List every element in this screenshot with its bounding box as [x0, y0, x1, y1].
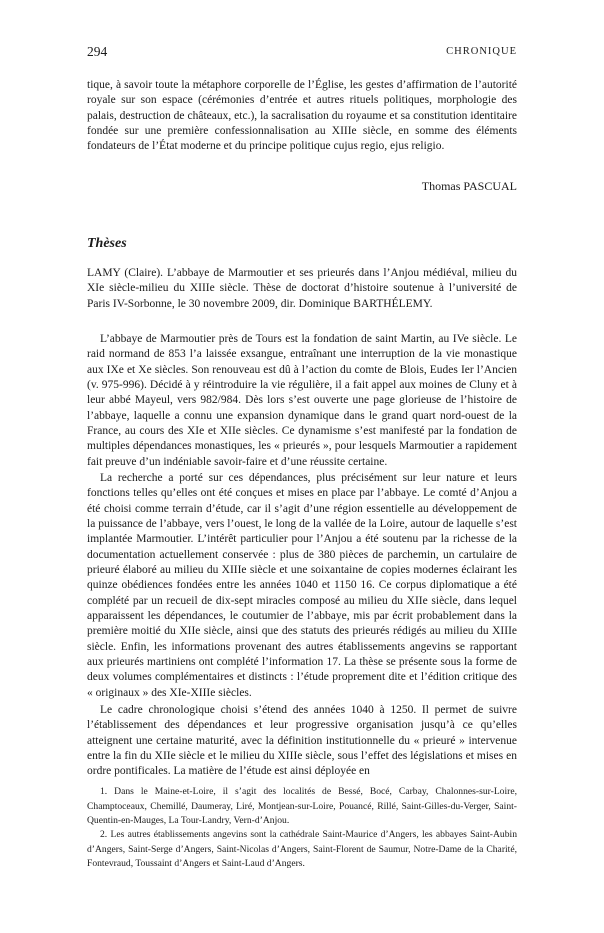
- footnote: 2. Les autres établissements angevins sont la cathédrale Saint-Maurice d’Angers, les abbayes Saint-Aubin d’Angers, Saint-Serge d’Angers, Saint-Nicolas d’Angers, Saint-Florent de Saumur, Notre-Dame de la Charité, Fontevraud, Toussaint d’Angers et Saint-Laud d’Angers.: [87, 829, 517, 869]
- intro-paragraph: tique, à savoir toute la métaphore corporelle de l’Église, les gestes d’affirmation de l’autorité royale sur son espace (cérémonies d’entrée et autres rituels politiques, morphologie des palais, destruction de châteaux, etc.), la sacralisation du royaume et sa constitution identitaire fondée sur une première confessionnalisation au XIIIe siècle, en somme des éléments fondateurs de l’État moderne et du principe politique cujus regio, ejus religio.: [87, 79, 517, 153]
- section-title: Thèses: [87, 236, 127, 251]
- page-header: [87, 44, 517, 60]
- running-head: CHRONIQUE: [446, 46, 517, 57]
- page-number: 294: [87, 44, 108, 59]
- body-paragraph: La recherche a porté sur ces dépendances, plus précisément sur leur nature et leurs fonctions telles qu’elles ont été conçues et mises en place par l’abbaye. Le comté d’Anjou a été choisi comme terrain d’étude, car il s’agit d’une région essentielle au développement de la puissance de l’abbaye, vers l’ouest, le long de la vallée de la Loire, autour de laquelle s’est implantée Marmoutier. L’intérêt particulier pour l’Anjou a été soutenu par la richesse de la documentation actuellement conservée : plus de 380 pièces de parchemin, un cartulaire de prieuré élaboré au milieu du XIIIe siècle et une soixantaine de copies modernes éclairant les quinze obédiences fondées entre les années 1040 et 1150 16. Ce corpus diplomatique a été complété par un recueil de dix-sept miracles composé au milieu du XIIe siècle, dans lequel apparaissent les dépendances, le coutumier de l’abbaye, mis par écrit probablement dans la première moitié du XIIe siècle, ainsi que des statuts des prieurés rédigés au milieu du XIIIe siècle. Enfin, les informations provenant des autres établissements angevins se rapportant aux prieurés martiniens ont complété l’information 17. La thèse se présente sous la forme de deux volumes complémentaires et distincts : l’étude proprement dite et l’édition critique des « originaux » des XIe-XIIIe siècles.: [87, 472, 517, 699]
- thesis-reference: LAMY (Claire). L’abbaye de Marmoutier et ses prieurés dans l’Anjou médiéval, milieu du XIe siècle-milieu du XIIIe siècle. Thèse de doctorat d’histoire soutenue à l’université de Paris IV-Sorbonne, le 30 novembre 2009, dir. Dominique BARTHÉLEMY.: [87, 267, 517, 310]
- review-signature: Thomas PASCUAL: [421, 179, 517, 193]
- body-paragraph: L’abbaye de Marmoutier près de Tours est la fondation de saint Martin, au IVe siècle. Le raid normand de 853 l’a laissée exsangue, entraînant une interruption de la vie monastique aux IXe et Xe siècles. Son renouveau est dû à l’action du comte de Blois, Eudes Ier l’Ancien (v. 975-996). Décidé à y réintroduire la vie régulière, il a fait appel aux moines de Cluny et à leur abbé Mayeul, vers 982/984. Dès lors s’est ouverte une page glorieuse de l’histoire de l’abbaye, laquelle a connu une expansion dynamique dans le grand quart nord-ouest de la France, au cours des XIe et XIIe siècles. Ce dynamisme s’est manifesté par la fondation de multiples dépendances monastiques, les « prieurés », pour lesquels Marmoutier a rapidement fait preuve d’un indéniable savoir-faire et d’une réussite certaine.: [87, 333, 517, 468]
- footnote: 1. Dans le Maine-et-Loire, il s’agit des localités de Bessé, Bocé, Carbay, Chalonnes-sur-Loire, Champtoceaux, Chemillé, Daumeray, Liré, Montjean-sur-Loire, Pouancé, Rillé, Saint-Gilles-du-Verger, Saint-Quentin-en-Mauges, La Tour-Landry, Vern-d’Anjou.: [87, 786, 517, 826]
- body-paragraph: Le cadre chronologique choisi s’étend des années 1040 à 1250. Il permet de suivre l’établissement des dépendances et leur progressive organisation jusqu’à ce qu’elles atteignent une certaine maturité, avec la définition institutionnelle du « prieuré » intervenue entre la fin du XIIe siècle et le milieu du XIIIe siècle, sous l’effet des législations et mises en ordre pontificales. La matière de l’étude est ainsi déployée en: [87, 704, 517, 778]
